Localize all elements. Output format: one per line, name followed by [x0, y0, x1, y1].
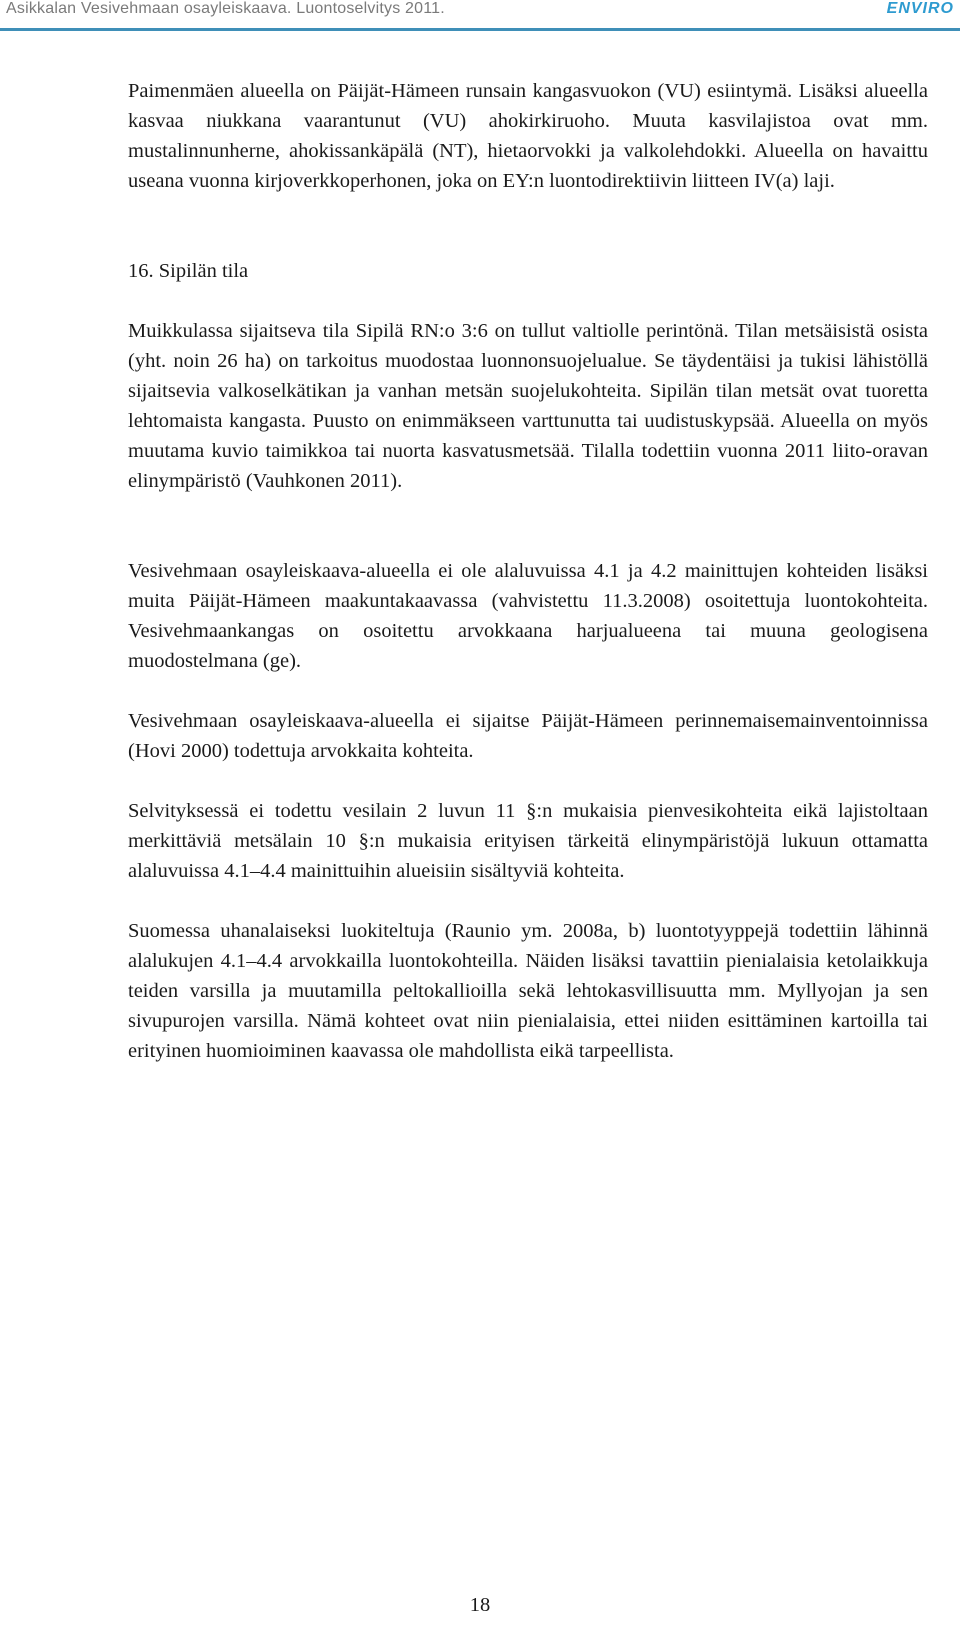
paragraph-sipila: Muikkulassa sijaitseva tila Sipilä RN:o 3:6 on tullut valtiolle perintönä. Tilan metsäisistä osista (yht. noin 26 ha) on tarkoitus muodostaa luonnonsuojelualue. Se täydentäisi ja tukisi lähistöllä sijaitsevia valkoselkätikan ja vanhan metsän suojelukohteita. Sipilän tilan metsät ovat tuoretta lehtomaista kangasta. Puusto on enimmäkseen varttunutta tai uudistuskypsää. Alueella on myös muutama kuvio taimikkoa tai nuorta kasvatusmetsää. Tilalla todettiin vuonna 2011 liito-oravan elinympäristö (Vauhkonen 2011).	[128, 320, 928, 492]
paragraph-vesilaki: Selvityksessä ei todettu vesilain 2 luvun 11 §:n mukaisia pienvesikohteita eikä lajistoltaan merkittäviä metsälain 10 §:n mukaisia erityisen tärkeitä elinympäristöjä lukuun ottamatta alaluvuissa 4.1–4.4 mainittuihin alueisiin sisältyviä kohteita.	[128, 800, 928, 882]
section-heading-sipila: 16. Sipilän tila	[128, 260, 249, 282]
page-header	[0, 0, 960, 34]
page-content	[128, 76, 928, 1066]
paragraph-perinnemaisema: Vesivehmaan osayleiskaava-alueella ei sijaitse Päijät-Hämeen perinnemaisemainventoinnissa (Hovi 2000) todettuja arvokkaita kohteita.	[128, 710, 928, 762]
paragraph-uhanalaiset: Suomessa uhanalaiseksi luokiteltuja (Raunio ym. 2008a, b) luontotyyppejä todettiin lähinnä alalukujen 4.1–4.4 arvokkailla luontokohteilla. Näiden lisäksi tavattiin pienialaisia ketolaikkuja teiden varsilla ja muutamilla peltokallioilla sekä lehtokasvillisuutta mm. Myllyojan ja sen sivupurojen varsilla. Nämä kohteet ovat niin pienialaisia, ettei niiden esittäminen kartoilla tai erityinen huomioiminen kaavassa ole mahdollista eikä tarpeellista.	[128, 920, 928, 1062]
enviro-logo: ENVIRO	[886, 0, 954, 17]
paragraph-paimenmaki: Paimenmäen alueella on Päijät-Hämeen runsain kangasvuokon (VU) esiintymä. Lisäksi alueella kasvaa niukkana vaarantunut (VU) ahokirkiruoho. Muuta kasvilajistoa ovat mm. mustalinnunherne, ahokissankäpälä (NT), hietaorvokki ja valkolehdokki. Alueella on havaittu useana vuonna kirjoverkkoperhonen, joka on EY:n luontodirektiivin liitteen IV(a) laji.	[128, 80, 928, 192]
document-title: Asikkalan Vesivehmaan osayleiskaava. Luontoselvitys 2011.	[6, 0, 445, 17]
paragraph-maakuntakaava: Vesivehmaan osayleiskaava-alueella ei ole alaluvuissa 4.1 ja 4.2 mainittujen kohteiden lisäksi muita Päijät-Hämeen maakuntakaavassa (vahvistettu 11.3.2008) osoitettuja luontokohteita. Vesivehmaankangas on osoitettu arvokkaana harjualueena tai muuna geologisena muodostelmana (ge).	[128, 560, 928, 672]
page-number: 18	[469, 1594, 491, 1616]
header-divider	[0, 28, 960, 31]
